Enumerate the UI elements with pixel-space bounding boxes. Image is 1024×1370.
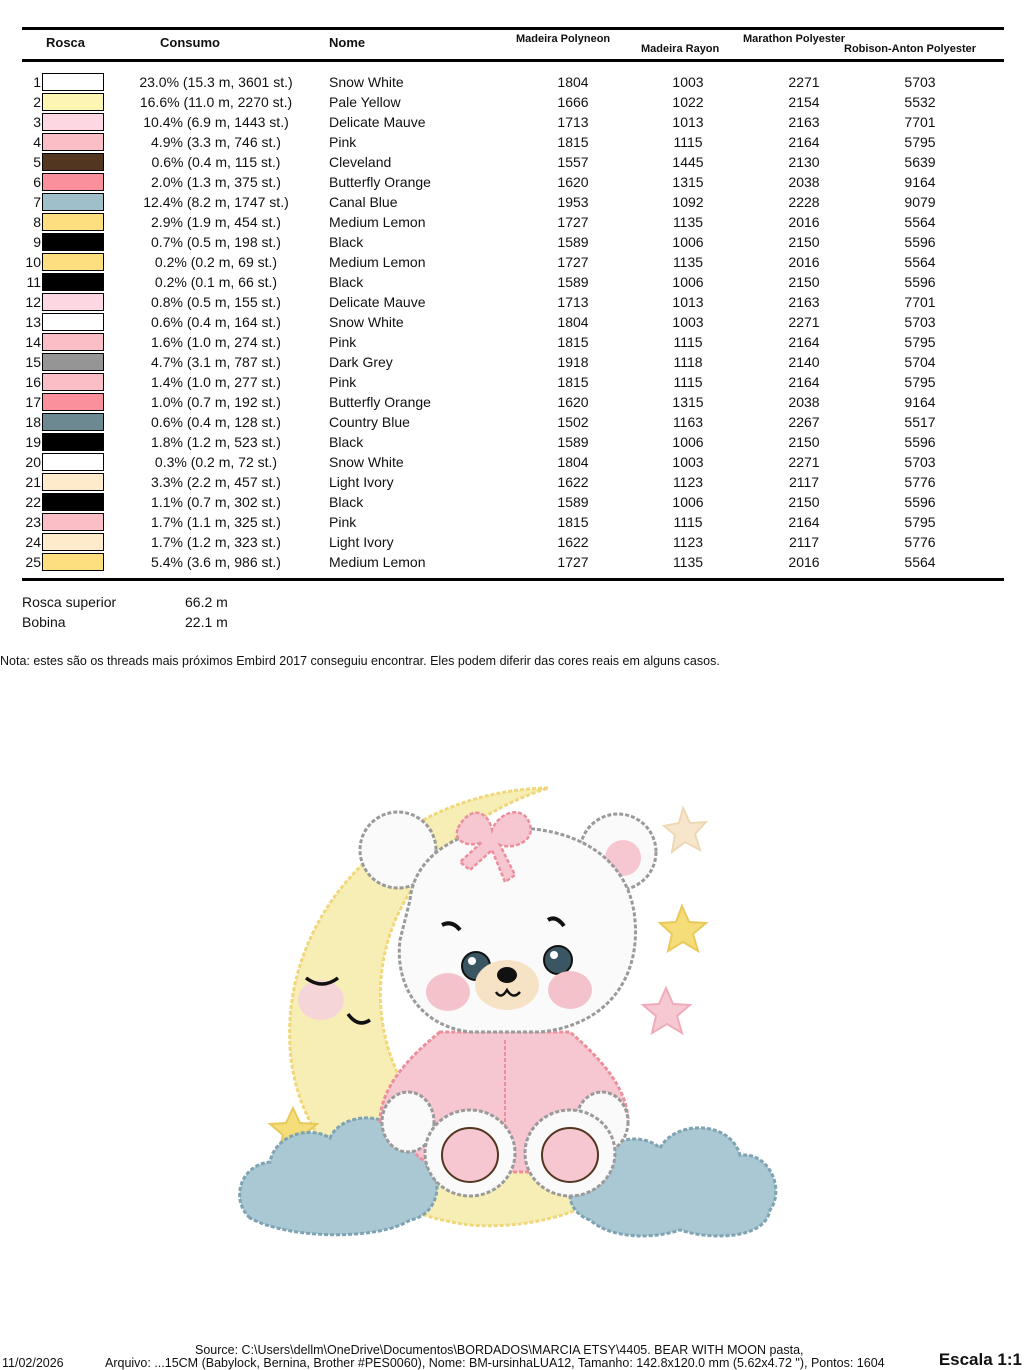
footer-source: Source: C:\Users\dellm\OneDrive\Documentos\BORDADOS\MARCIA ETSY\4405. BEAR WITH MOON pasta, <box>195 1343 804 1357</box>
color-swatch <box>42 373 104 391</box>
madeira-polyneon-code: 1727 <box>557 214 589 230</box>
robison-anton-polyester-code: 5795 <box>904 514 936 530</box>
thread-name: Pink <box>329 514 357 530</box>
color-swatch <box>42 333 104 351</box>
marathon-polyester-code: 2016 <box>788 554 820 570</box>
color-swatch <box>42 73 104 91</box>
madeira-polyneon-code: 1622 <box>557 474 589 490</box>
table-row <box>0 432 1024 452</box>
thread-name: Light Ivory <box>329 534 394 550</box>
consumption: 0.6% (0.4 m, 115 st.) <box>151 154 281 170</box>
madeira-polyneon-code: 1713 <box>557 114 589 130</box>
table-row <box>0 552 1024 572</box>
thread-name: Black <box>329 494 364 510</box>
thread-number: 8 <box>33 214 41 230</box>
consumption: 1.6% (1.0 m, 274 st.) <box>151 334 281 350</box>
thread-name: Pink <box>329 334 357 350</box>
thread-number: 13 <box>25 314 41 330</box>
table-row <box>0 272 1024 292</box>
embroidery-preview <box>230 770 790 1250</box>
consumption: 1.7% (1.2 m, 323 st.) <box>151 534 281 550</box>
madeira-polyneon-code: 1620 <box>557 394 589 410</box>
madeira-rayon-code: 1115 <box>673 374 703 390</box>
table-row <box>0 352 1024 372</box>
table-row <box>0 412 1024 432</box>
bear-cheek-right <box>548 971 592 1009</box>
eye-highlight-right <box>550 951 558 959</box>
thread-name: Medium Lemon <box>329 554 426 570</box>
thread-number: 25 <box>25 554 41 570</box>
consumption: 0.6% (0.4 m, 128 st.) <box>151 414 281 430</box>
consumption: 3.3% (2.2 m, 457 st.) <box>151 474 281 490</box>
consumption: 10.4% (6.9 m, 1443 st.) <box>143 114 289 130</box>
color-swatch <box>42 353 104 371</box>
madeira-polyneon-code: 1727 <box>557 554 589 570</box>
robison-anton-polyester-code: 5596 <box>904 494 936 510</box>
color-swatch <box>42 533 104 551</box>
robison-anton-polyester-code: 5564 <box>904 254 936 270</box>
table-row <box>0 332 1024 352</box>
robison-anton-polyester-code: 9164 <box>904 394 936 410</box>
color-swatch <box>42 213 104 231</box>
consumption: 5.4% (3.6 m, 986 st.) <box>151 554 281 570</box>
color-swatch <box>42 93 104 111</box>
header-consumo: Consumo <box>160 35 220 50</box>
thread-name: Light Ivory <box>329 474 394 490</box>
consumption: 1.7% (1.1 m, 325 st.) <box>151 514 281 530</box>
robison-anton-polyester-code: 5795 <box>904 134 936 150</box>
table-row <box>0 152 1024 172</box>
thread-number: 7 <box>33 194 41 210</box>
madeira-rayon-code: 1006 <box>672 234 704 250</box>
color-swatch <box>42 473 104 491</box>
table-row <box>0 72 1024 92</box>
thread-number: 1 <box>33 74 41 90</box>
color-swatch <box>42 453 104 471</box>
color-swatch <box>42 113 104 131</box>
table-row <box>0 472 1024 492</box>
madeira-rayon-code: 1006 <box>672 494 704 510</box>
marathon-polyester-code: 2150 <box>788 234 820 250</box>
thread-number: 10 <box>25 254 41 270</box>
thread-name: Black <box>329 434 364 450</box>
consumption: 1.0% (0.7 m, 192 st.) <box>151 394 281 410</box>
thread-number: 12 <box>25 294 41 310</box>
thread-number: 14 <box>25 334 41 350</box>
robison-anton-polyester-code: 5703 <box>904 314 936 330</box>
color-swatch <box>42 293 104 311</box>
header-nome: Nome <box>329 35 366 50</box>
madeira-polyneon-code: 1815 <box>557 514 589 530</box>
madeira-polyneon-code: 1727 <box>557 254 589 270</box>
bear-arm-left <box>382 1092 434 1152</box>
marathon-polyester-code: 2163 <box>788 114 820 130</box>
marathon-polyester-code: 2271 <box>788 454 820 470</box>
madeira-polyneon-code: 1589 <box>557 234 589 250</box>
marathon-polyester-code: 2164 <box>788 374 820 390</box>
robison-anton-polyester-code: 5639 <box>904 154 936 170</box>
marathon-polyester-code: 2016 <box>788 214 820 230</box>
madeira-rayon-code: 1115 <box>673 334 703 350</box>
consumption: 0.8% (0.5 m, 155 st.) <box>151 294 281 310</box>
madeira-polyneon-code: 1502 <box>557 414 589 430</box>
marathon-polyester-code: 2154 <box>788 94 820 110</box>
thread-name: Snow White <box>329 314 404 330</box>
robison-anton-polyester-code: 5776 <box>904 534 936 550</box>
madeira-rayon-code: 1123 <box>672 474 704 490</box>
consumption: 23.0% (15.3 m, 3601 st.) <box>139 74 293 90</box>
thread-number: 5 <box>33 154 41 170</box>
thread-name: Pale Yellow <box>329 94 401 110</box>
thread-name: Medium Lemon <box>329 254 426 270</box>
bear-paw-pad-left <box>442 1128 498 1182</box>
table-row <box>0 212 1024 232</box>
madeira-polyneon-code: 1953 <box>557 194 589 210</box>
bobina-label: Bobina <box>22 614 66 630</box>
madeira-polyneon-code: 1713 <box>557 294 589 310</box>
thread-number: 23 <box>25 514 41 530</box>
consumption: 0.6% (0.4 m, 164 st.) <box>151 314 281 330</box>
table-top-rule <box>22 27 1004 30</box>
marathon-polyester-code: 2163 <box>788 294 820 310</box>
marathon-polyester-code: 2271 <box>788 314 820 330</box>
madeira-rayon-code: 1135 <box>672 554 704 570</box>
madeira-polyneon-code: 1918 <box>557 354 589 370</box>
color-swatch <box>42 413 104 431</box>
thread-name: Canal Blue <box>329 194 398 210</box>
color-swatch <box>42 433 104 451</box>
thread-number: 21 <box>25 474 41 490</box>
moon-cheek <box>298 980 344 1020</box>
marathon-polyester-code: 2164 <box>788 134 820 150</box>
robison-anton-polyester-code: 5704 <box>904 354 936 370</box>
thread-name: Delicate Mauve <box>329 294 426 310</box>
madeira-rayon-code: 1003 <box>672 454 704 470</box>
consumption: 0.2% (0.2 m, 69 st.) <box>154 254 278 270</box>
thread-number: 4 <box>33 134 41 150</box>
consumption: 1.4% (1.0 m, 277 st.) <box>151 374 281 390</box>
marathon-polyester-code: 2117 <box>788 534 820 550</box>
table-row <box>0 512 1024 532</box>
thread-number: 9 <box>33 234 41 250</box>
marathon-polyester-code: 2271 <box>788 74 820 90</box>
bear-cheek-left <box>426 973 470 1011</box>
robison-anton-polyester-code: 9079 <box>904 194 936 210</box>
madeira-polyneon-code: 1815 <box>557 134 589 150</box>
madeira-polyneon-code: 1589 <box>557 274 589 290</box>
table-row <box>0 532 1024 552</box>
thread-number: 6 <box>33 174 41 190</box>
thread-name: Country Blue <box>329 414 410 430</box>
thread-number: 11 <box>26 274 41 290</box>
thread-match-note: Nota: estes são os threads mais próximos Embird 2017 conseguiu encontrar. Eles podem diferir das cores reais em alguns casos. <box>0 654 720 668</box>
table-row <box>0 312 1024 332</box>
madeira-rayon-code: 1445 <box>672 154 704 170</box>
madeira-rayon-code: 1123 <box>672 534 704 550</box>
madeira-polyneon-code: 1622 <box>557 534 589 550</box>
madeira-rayon-code: 1118 <box>673 354 703 370</box>
madeira-rayon-code: 1163 <box>672 414 704 430</box>
bobina-value: 22.1 m <box>185 614 228 630</box>
robison-anton-polyester-code: 5596 <box>904 274 936 290</box>
madeira-polyneon-code: 1804 <box>557 74 589 90</box>
rosca-superior-label: Rosca superior <box>22 594 117 610</box>
table-row <box>0 372 1024 392</box>
marathon-polyester-code: 2150 <box>788 494 820 510</box>
madeira-rayon-code: 1022 <box>672 94 704 110</box>
robison-anton-polyester-code: 5703 <box>904 74 936 90</box>
thread-number: 18 <box>25 414 41 430</box>
consumption: 0.2% (0.1 m, 66 st.) <box>154 274 278 290</box>
footer-date: 11/02/2026 <box>2 1356 64 1370</box>
robison-anton-polyester-code: 5564 <box>904 214 936 230</box>
thread-name: Butterfly Orange <box>329 174 431 190</box>
madeira-polyneon-code: 1589 <box>557 494 589 510</box>
marathon-polyester-code: 2164 <box>788 514 820 530</box>
thread-name: Pink <box>329 374 357 390</box>
color-swatch <box>42 233 104 251</box>
robison-anton-polyester-code: 7701 <box>904 294 936 310</box>
marathon-polyester-code: 2164 <box>788 334 820 350</box>
robison-anton-polyester-code: 5596 <box>904 434 936 450</box>
thread-number: 15 <box>25 354 41 370</box>
table-row <box>0 172 1024 192</box>
madeira-polyneon-code: 1589 <box>557 434 589 450</box>
header-rosca: Rosca <box>46 35 86 50</box>
robison-anton-polyester-code: 9164 <box>904 174 936 190</box>
bear-nose <box>497 967 517 983</box>
star-ivory <box>664 808 706 852</box>
color-swatch <box>42 493 104 511</box>
bear-paw-pad-right <box>542 1128 598 1182</box>
bear-eye-right <box>544 946 572 974</box>
consumption: 4.9% (3.3 m, 746 st.) <box>151 134 281 150</box>
robison-anton-polyester-code: 5517 <box>904 414 936 430</box>
consumption: 0.3% (0.2 m, 72 st.) <box>154 454 278 470</box>
header-madeira-rayon: Madeira Rayon <box>641 43 720 55</box>
table-row <box>0 392 1024 412</box>
thread-name: Butterfly Orange <box>329 394 431 410</box>
madeira-polyneon-code: 1815 <box>557 334 589 350</box>
madeira-rayon-code: 1315 <box>672 174 704 190</box>
marathon-polyester-code: 2016 <box>788 254 820 270</box>
thread-name: Medium Lemon <box>329 214 426 230</box>
marathon-polyester-code: 2117 <box>788 474 820 490</box>
thread-number: 3 <box>33 114 41 130</box>
madeira-polyneon-code: 1804 <box>557 314 589 330</box>
thread-number: 2 <box>33 94 41 110</box>
thread-number: 19 <box>25 434 41 450</box>
consumption: 0.7% (0.5 m, 198 st.) <box>151 234 281 250</box>
table-row <box>0 252 1024 272</box>
madeira-polyneon-code: 1620 <box>557 174 589 190</box>
color-swatch <box>42 553 104 571</box>
color-swatch <box>42 273 104 291</box>
color-swatch <box>42 173 104 191</box>
color-swatch <box>42 253 104 271</box>
table-row <box>0 92 1024 112</box>
madeira-rayon-code: 1003 <box>672 314 704 330</box>
marathon-polyester-code: 2130 <box>788 154 820 170</box>
thread-name: Delicate Mauve <box>329 114 426 130</box>
consumption: 1.1% (0.7 m, 302 st.) <box>151 494 281 510</box>
thread-name: Snow White <box>329 454 404 470</box>
consumption: 1.8% (1.2 m, 523 st.) <box>151 434 281 450</box>
color-swatch <box>42 153 104 171</box>
thread-number: 22 <box>25 494 41 510</box>
madeira-rayon-code: 1135 <box>672 254 704 270</box>
eye-highlight-left <box>468 957 476 965</box>
header-madeira-polyneon: Madeira Polyneon <box>516 33 611 45</box>
madeira-rayon-code: 1115 <box>673 514 703 530</box>
thread-number: 16 <box>25 374 41 390</box>
madeira-rayon-code: 1006 <box>672 274 704 290</box>
consumption: 4.7% (3.1 m, 787 st.) <box>151 354 281 370</box>
color-swatch <box>42 313 104 331</box>
robison-anton-polyester-code: 5532 <box>904 94 936 110</box>
color-swatch <box>42 393 104 411</box>
footer-arquivo: Arquivo: ...15CM (Babylock, Bernina, Brother #PES0060), Nome: BM-ursinhaLUA12, Tamanho: 142.8x120.0 mm (5.62x4.72 "), Pontos: 1604 <box>105 1356 885 1370</box>
consumption: 2.0% (1.3 m, 375 st.) <box>151 174 281 190</box>
footer-scale: Escala 1:1 <box>938 1350 1022 1369</box>
thread-name: Pink <box>329 134 357 150</box>
madeira-rayon-code: 1315 <box>672 394 704 410</box>
table-row <box>0 492 1024 512</box>
star-pink <box>643 988 690 1033</box>
thread-number: 20 <box>25 454 41 470</box>
consumption: 2.9% (1.9 m, 454 st.) <box>151 214 281 230</box>
table-row <box>0 192 1024 212</box>
thread-number: 24 <box>25 534 41 550</box>
star-yellow-right <box>660 906 706 951</box>
marathon-polyester-code: 2150 <box>788 434 820 450</box>
madeira-rayon-code: 1006 <box>672 434 704 450</box>
madeira-rayon-code: 1115 <box>673 134 703 150</box>
table-row <box>0 132 1024 152</box>
table-row <box>0 232 1024 252</box>
robison-anton-polyester-code: 5564 <box>904 554 936 570</box>
color-swatch <box>42 513 104 531</box>
table-row <box>0 112 1024 132</box>
table-header-rule <box>22 59 1004 62</box>
robison-anton-polyester-code: 5795 <box>904 374 936 390</box>
consumption: 12.4% (8.2 m, 1747 st.) <box>143 194 289 210</box>
robison-anton-polyester-code: 5776 <box>904 474 936 490</box>
table-bottom-rule <box>22 578 1004 581</box>
madeira-polyneon-code: 1804 <box>557 454 589 470</box>
madeira-rayon-code: 1135 <box>672 214 704 230</box>
robison-anton-polyester-code: 7701 <box>904 114 936 130</box>
header-robison-anton-polyester: Robison-Anton Polyester <box>844 43 977 55</box>
marathon-polyester-code: 2140 <box>788 354 820 370</box>
marathon-polyester-code: 2228 <box>788 194 820 210</box>
consumption: 16.6% (11.0 m, 2270 st.) <box>139 94 293 110</box>
marathon-polyester-code: 2038 <box>788 394 820 410</box>
table-row <box>0 452 1024 472</box>
thread-number: 17 <box>25 394 41 410</box>
robison-anton-polyester-code: 5596 <box>904 234 936 250</box>
rosca-superior-value: 66.2 m <box>185 594 228 610</box>
madeira-polyneon-code: 1666 <box>557 94 589 110</box>
marathon-polyester-code: 2150 <box>788 274 820 290</box>
madeira-rayon-code: 1013 <box>672 114 704 130</box>
header-marathon-polyester: Marathon Polyester <box>743 33 846 45</box>
madeira-rayon-code: 1003 <box>672 74 704 90</box>
thread-name: Snow White <box>329 74 404 90</box>
thread-name: Black <box>329 274 364 290</box>
thread-name: Black <box>329 234 364 250</box>
thread-name: Dark Grey <box>329 354 393 370</box>
color-swatch <box>42 133 104 151</box>
marathon-polyester-code: 2038 <box>788 174 820 190</box>
madeira-rayon-code: 1092 <box>672 194 704 210</box>
table-row <box>0 292 1024 312</box>
madeira-polyneon-code: 1557 <box>557 154 589 170</box>
color-swatch <box>42 193 104 211</box>
robison-anton-polyester-code: 5795 <box>904 334 936 350</box>
robison-anton-polyester-code: 5703 <box>904 454 936 470</box>
madeira-rayon-code: 1013 <box>672 294 704 310</box>
marathon-polyester-code: 2267 <box>788 414 820 430</box>
thread-name: Cleveland <box>329 154 392 170</box>
madeira-polyneon-code: 1815 <box>557 374 589 390</box>
